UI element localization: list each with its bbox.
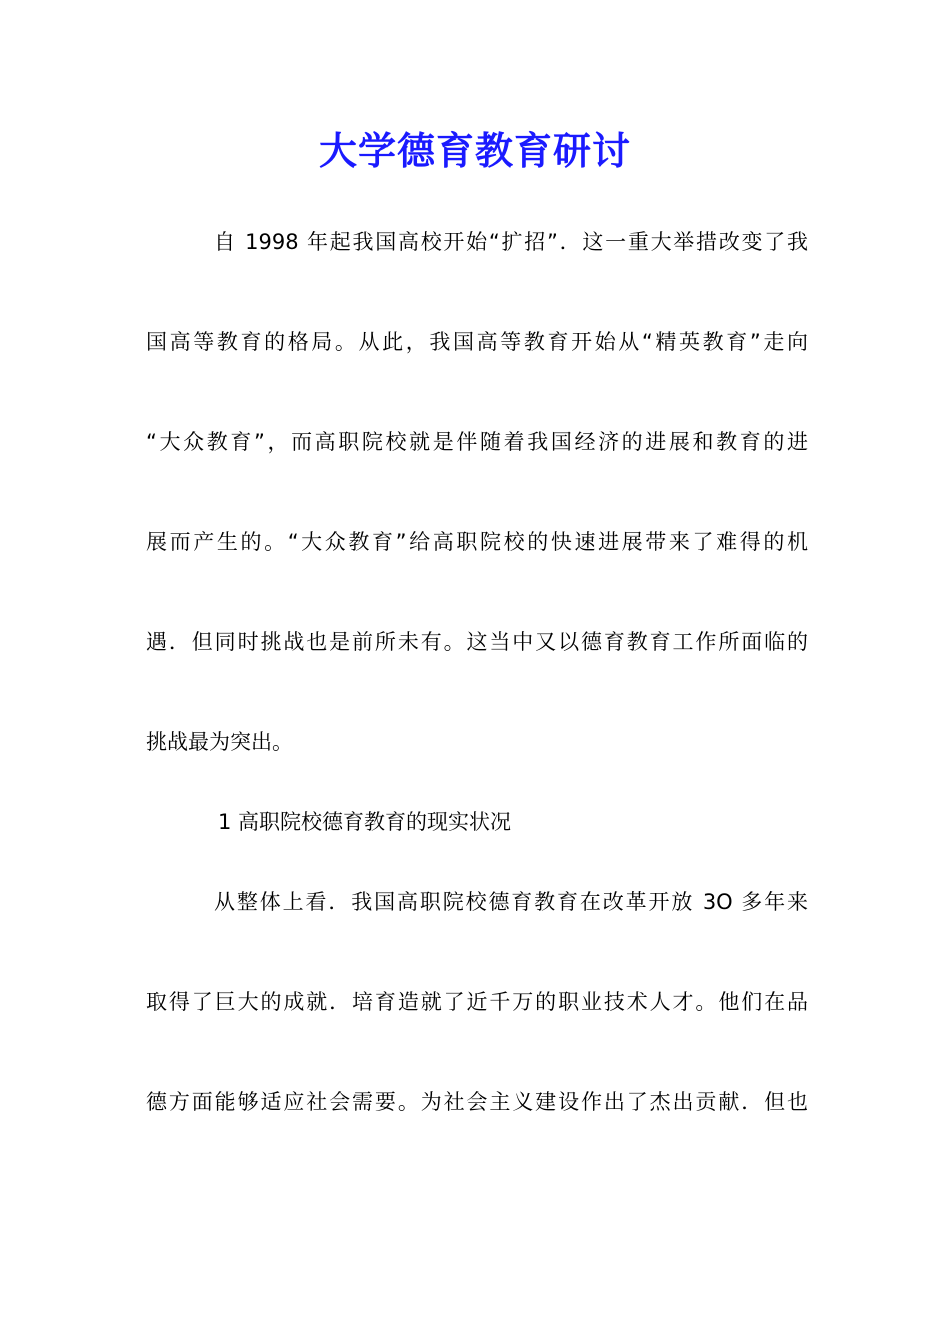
paragraph-1-line-4: 展而产生的。“大众教育”给高职院校的快速进展带来了难得的机 — [146, 530, 808, 554]
paragraph-2-line-2: 取得了巨大的成就．培育造就了近千万的职业技术人才。他们在品 — [146, 990, 808, 1014]
section-heading: 1 高职院校德育教育的现实状况 — [218, 810, 512, 834]
paragraph-1-line-6: 挑战最为突出。 — [146, 730, 293, 754]
paragraph-1-line-5: 遇．但同时挑战也是前所未有。这当中又以德育教育工作所面临的 — [146, 630, 808, 654]
paragraph-2-line-3: 德方面能够适应社会需要。为社会主义建设作出了杰出贡献．但也 — [146, 1090, 808, 1114]
document-title: 大学德育教育研讨 — [318, 129, 631, 173]
paragraph-1-line-2: 国高等教育的格局。从此，我国高等教育开始从“精英教育”走向 — [146, 330, 808, 354]
paragraph-1-line-1: 自 1998 年起我国高校开始“扩招”．这一重大举措改变了我 — [214, 230, 808, 254]
paragraph-2-line-1: 从整体上看．我国高职院校德育教育在改革开放 3O 多年来 — [214, 890, 808, 914]
paragraph-1-line-3: “大众教育”，而高职院校就是伴随着我国经济的进展和教育的进 — [146, 430, 808, 454]
